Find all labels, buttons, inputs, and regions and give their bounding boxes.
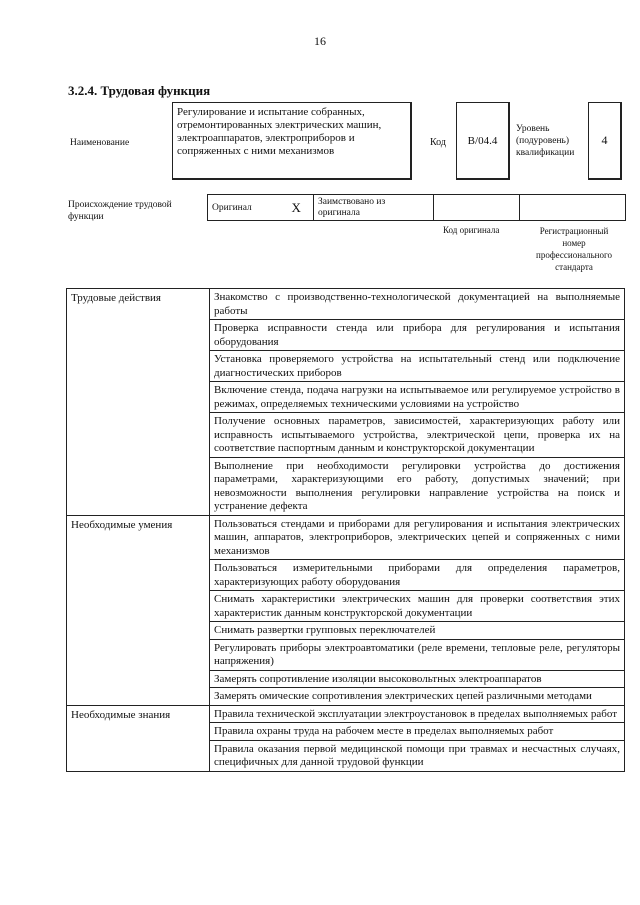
function-details-table xyxy=(66,288,625,772)
reg-number-label-line: стандарта xyxy=(555,262,593,272)
item-text: Замерять омические сопротивления электрических цепей различными методами xyxy=(214,690,592,702)
level-box xyxy=(588,102,622,180)
section-title-skills: Необходимые умения xyxy=(71,518,173,531)
level-value: 4 xyxy=(601,133,608,147)
name-label: Наименование xyxy=(70,138,130,148)
reg-number-label xyxy=(524,225,624,273)
table-cell xyxy=(210,670,625,688)
original-mark: X xyxy=(291,199,301,215)
table-row xyxy=(67,705,625,723)
section-title-cell xyxy=(67,515,210,705)
function-name-value: Регулирование и испытание собранных, отремонтированных электрических машин, электроаппаратов, электроприборов и сопряженных с ними механизмов xyxy=(177,106,382,157)
borrowed-label-line: Заимствовано из xyxy=(318,196,386,207)
table-cell xyxy=(210,382,625,413)
reg-number-label-line: номер xyxy=(562,238,586,248)
item-text: Включение стенда, подача нагрузки на испытываемое или регулируемое устройство в режимах, определяемых техническими условиями на устройство xyxy=(214,384,620,410)
item-text: Регулировать приборы электроавтоматики (реле времени, тепловые реле, регуляторы напряжения) xyxy=(214,641,620,667)
level-label-line: (подуровень) xyxy=(516,136,570,146)
item-text: Получение основных параметров, зависимостей, характеризующих работу или исправность испытываемого устройства, электрической цепи, проверка их на соответствие паспортным данным и конструкторской документации xyxy=(214,415,620,454)
original-label-cell xyxy=(208,195,280,221)
section-title-actions: Трудовые действия xyxy=(71,292,161,304)
item-text: Снимать развертки групповых переключателей xyxy=(214,624,436,636)
table-cell xyxy=(210,705,625,723)
table-cell xyxy=(210,591,625,622)
original-code-label: Код оригинала xyxy=(443,225,500,235)
item-text: Проверка исправности стенда или прибора для регулирования и испытания оборудования xyxy=(214,322,620,348)
code-value: B/04.4 xyxy=(467,134,498,147)
table-cell xyxy=(210,560,625,591)
code-box xyxy=(456,102,510,180)
level-label xyxy=(516,123,574,159)
item-text: Пользоваться измерительными приборами для определения параметров, характеризующих работу оборудования xyxy=(214,562,620,588)
original-mark-cell xyxy=(280,195,314,221)
table-cell xyxy=(210,320,625,351)
section-title: 3.2.4. Трудовая функция xyxy=(68,83,211,98)
reg-number-cell xyxy=(520,195,626,221)
reg-number-label-line: Регистрационный xyxy=(539,226,609,236)
origin-label-line: функции xyxy=(68,212,104,222)
item-text: Снимать характеристики электрических машин для проверки соответствия этих характеристик данным конструкторской документации xyxy=(214,593,620,619)
table-cell xyxy=(210,515,625,560)
table-cell xyxy=(210,413,625,458)
table-cell xyxy=(210,639,625,670)
item-text: Пользоваться стендами и приборами для регулирования и испытания электрических машин, аппаратов, электроприборов, электрических цепей и сопряженных с ними механизмов xyxy=(214,517,620,557)
table-cell xyxy=(210,351,625,382)
origin-label xyxy=(68,199,208,223)
item-text: Правила технической эксплуатации электроустановок в пределах выполняемых работ xyxy=(214,707,618,720)
item-text: Замерять сопротивление изоляции высоковольтных электроаппаратов xyxy=(214,672,542,685)
table-cell xyxy=(210,688,625,706)
origin-label-line: Происхождение трудовой xyxy=(68,200,172,210)
section-title-cell xyxy=(67,289,210,516)
item-text: Правила оказания первой медицинской помощи при травмах и несчастных случаях, специфичных для данной трудовой функции xyxy=(214,742,620,768)
borrowed-label-line: оригинала xyxy=(318,207,360,218)
reg-number-label-line: профессионального xyxy=(536,250,612,260)
item-text: Правила охраны труда на рабочем месте в пределах выполняемых работ xyxy=(214,725,554,737)
borrowed-cell xyxy=(314,195,434,221)
table-cell xyxy=(210,740,625,771)
origin-table xyxy=(207,194,626,221)
table-row xyxy=(67,289,625,320)
code-label: Код xyxy=(430,137,446,148)
section-title-cell xyxy=(67,705,210,771)
table-cell xyxy=(210,457,625,515)
table-cell xyxy=(210,723,625,741)
item-text: Установка проверяемого устройства на испытательный стенд или подключение диагностических приборов xyxy=(214,353,620,379)
original-code-cell xyxy=(434,195,520,221)
table-cell xyxy=(210,289,625,320)
table-cell xyxy=(210,622,625,640)
item-text: Знакомство с производственно-технологической документацией на выполняемые работы xyxy=(214,291,620,317)
item-text: Выполнение при необходимости регулировки устройства до достижения параметрами, характеризующими его работу, допустимых значений; при невозможности выполнения регулировки направление устройства на поиск и устранение дефекта xyxy=(214,459,620,512)
function-name-box xyxy=(172,102,412,180)
level-label-line: квалификации xyxy=(516,148,575,158)
table-row xyxy=(67,515,625,560)
original-label: Оригинал xyxy=(212,202,252,213)
section-title-knowledge: Необходимые знания xyxy=(71,708,171,721)
level-label-line: Уровень xyxy=(516,124,550,134)
page-number: 16 xyxy=(314,34,326,48)
